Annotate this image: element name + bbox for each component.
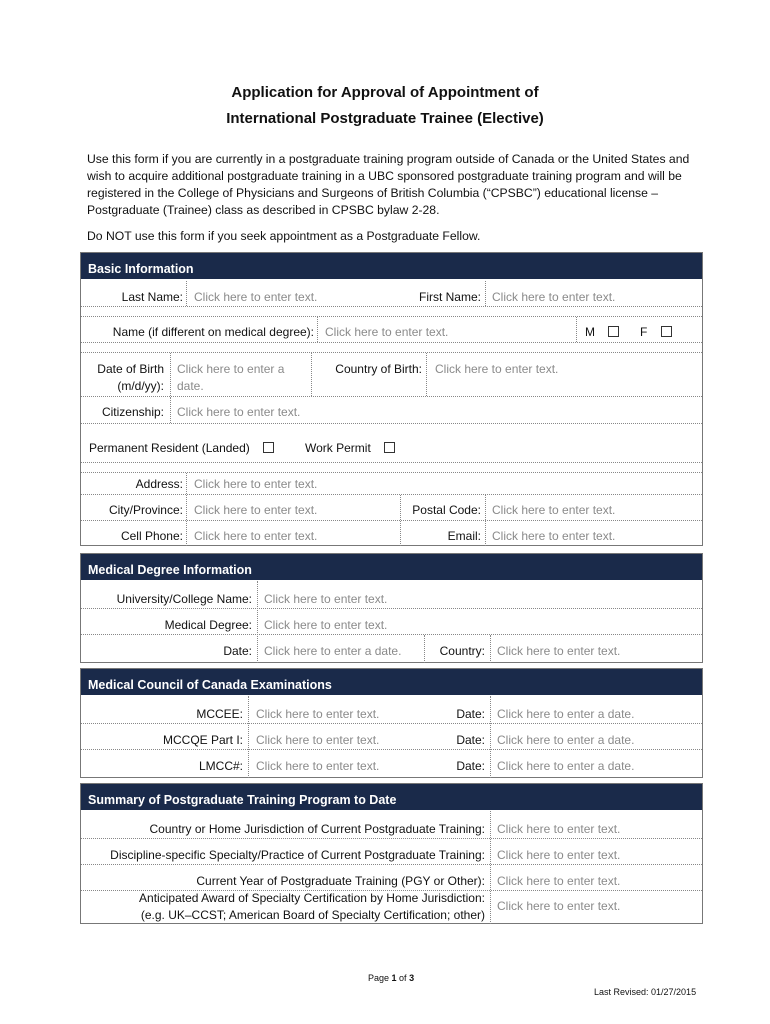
country-of-birth-field[interactable]: Click here to enter text.: [435, 362, 559, 376]
medical-degree-heading: Medical Degree Information: [81, 554, 702, 580]
training-summary-heading: Summary of Postgraduate Training Program to Date: [81, 784, 702, 810]
postal-code-field[interactable]: Click here to enter text.: [492, 503, 616, 517]
intro-note: Do NOT use this form if you seek appointment as a Postgraduate Fellow.: [87, 229, 481, 243]
page-of: of: [396, 973, 410, 983]
form-title-line-2: International Postgraduate Trainee (Elective): [226, 110, 544, 127]
date-of-birth-label-2: (m/d/yy):: [117, 379, 164, 393]
work-permit-checkbox[interactable]: [384, 442, 395, 453]
degree-country-field[interactable]: Click here to enter text.: [497, 644, 621, 658]
city-province-label: City/Province:: [108, 503, 183, 517]
lmcc-label: LMCC#:: [198, 759, 243, 773]
last-name-field[interactable]: Click here to enter text.: [194, 290, 318, 304]
home-jurisdiction-label: Country or Home Jurisdiction of Current Postgraduate Training:: [149, 822, 485, 836]
citizenship-field[interactable]: Click here to enter text.: [177, 405, 301, 419]
female-checkbox[interactable]: [661, 326, 672, 337]
date-of-birth-field-1[interactable]: Click here to enter a: [177, 362, 285, 376]
mccee-date-field[interactable]: Click here to enter a date.: [497, 707, 635, 721]
home-jurisdiction-field[interactable]: Click here to enter text.: [497, 822, 621, 836]
email-label: Email:: [447, 529, 481, 543]
cell-phone-label: Cell Phone:: [120, 529, 183, 543]
mccqe-label: MCCQE Part I:: [162, 733, 243, 747]
mccee-label: MCCEE:: [196, 707, 243, 721]
permanent-resident-label: Permanent Resident (Landed): [89, 441, 250, 455]
email-field[interactable]: Click here to enter text.: [492, 529, 616, 543]
address-label: Address:: [135, 477, 183, 491]
name-different-label: Name (if different on medical degree):: [112, 325, 314, 339]
last-name-label: Last Name:: [121, 290, 183, 304]
city-province-field[interactable]: Click here to enter text.: [194, 503, 318, 517]
date-of-birth-label-1: Date of Birth: [97, 362, 164, 376]
current-page: 1: [391, 973, 397, 983]
basic-information-section: [80, 252, 703, 546]
anticipated-award-label-2: (e.g. UK–CCST; American Board of Specialty Certification; other): [140, 908, 485, 922]
discipline-specialty-field[interactable]: Click here to enter text.: [497, 848, 621, 862]
medical-degree-field[interactable]: Click here to enter text.: [264, 618, 388, 632]
name-different-field[interactable]: Click here to enter text.: [325, 325, 449, 339]
mccee-field[interactable]: Click here to enter text.: [256, 707, 380, 721]
mcc-examinations-section: [80, 668, 703, 778]
postal-code-label: Postal Code:: [412, 503, 481, 517]
mcc-examinations-heading: Medical Council of Canada Examinations: [81, 669, 702, 695]
mccqe-field[interactable]: Click here to enter text.: [256, 733, 380, 747]
first-name-field[interactable]: Click here to enter text.: [492, 290, 616, 304]
mccqe-date-field[interactable]: Click here to enter a date.: [497, 733, 635, 747]
permanent-resident-checkbox[interactable]: [263, 442, 274, 453]
female-label: F: [640, 325, 648, 339]
country-of-birth-label: Country of Birth:: [335, 362, 422, 376]
permanent-resident-option[interactable]: [89, 440, 274, 456]
anticipated-award-label-1: Anticipated Award of Specialty Certification by Home Jurisdiction:: [139, 891, 485, 905]
total-pages: 3: [409, 973, 415, 983]
degree-country-label: Country:: [439, 644, 485, 658]
work-permit-option[interactable]: [305, 440, 395, 456]
university-label: University/College Name:: [116, 592, 252, 606]
intro-paragraph: Use this form if you are currently in a postgraduate training program outside of Canada or the United States and wish to acquire additional postgraduate training in a UBC sponsored postgraduate training program and will be registered in the College of Physicians and Surgeons of British Columbia (“CPSBC”) educational license – Postgraduate (Trainee) class as described in CPSBC bylaw 2-28.: [87, 152, 690, 217]
mccee-date-label: Date:: [456, 707, 485, 721]
male-checkbox[interactable]: [608, 326, 619, 337]
address-field[interactable]: Click here to enter text.: [194, 477, 318, 491]
university-field[interactable]: Click here to enter text.: [264, 592, 388, 606]
lmcc-date-field[interactable]: Click here to enter a date.: [497, 759, 635, 773]
male-label: M: [585, 325, 595, 339]
work-permit-label: Work Permit: [305, 441, 371, 455]
basic-information-heading: Basic Information: [81, 253, 702, 279]
date-of-birth-field-2[interactable]: date.: [177, 379, 204, 393]
current-year-field[interactable]: Click here to enter text.: [497, 874, 621, 888]
gender-female-option[interactable]: [640, 324, 672, 340]
form-title-line-1: Application for Approval of Appointment of: [231, 84, 539, 101]
anticipated-award-field[interactable]: Click here to enter text.: [497, 899, 621, 913]
discipline-specialty-label: Discipline-specific Specialty/Practice of Current Postgraduate Training:: [110, 848, 485, 862]
training-summary-section: [80, 783, 703, 924]
gender-male-option[interactable]: [585, 324, 619, 340]
citizenship-label: Citizenship:: [101, 405, 164, 419]
lmcc-date-label: Date:: [456, 759, 485, 773]
page-prefix: Page: [368, 973, 392, 983]
lmcc-field[interactable]: Click here to enter text.: [256, 759, 380, 773]
medical-degree-section: [80, 553, 703, 663]
first-name-label: First Name:: [418, 290, 481, 304]
degree-date-field[interactable]: Click here to enter a date.: [264, 644, 402, 658]
cell-phone-field[interactable]: Click here to enter text.: [194, 529, 318, 543]
last-revised: Last Revised: 01/27/2015: [594, 987, 697, 997]
degree-date-label: Date:: [223, 644, 252, 658]
current-year-label: Current Year of Postgraduate Training (PGY or Other):: [196, 874, 485, 888]
mccqe-date-label: Date:: [456, 733, 485, 747]
medical-degree-label: Medical Degree:: [164, 618, 252, 632]
page-number: [368, 973, 414, 983]
